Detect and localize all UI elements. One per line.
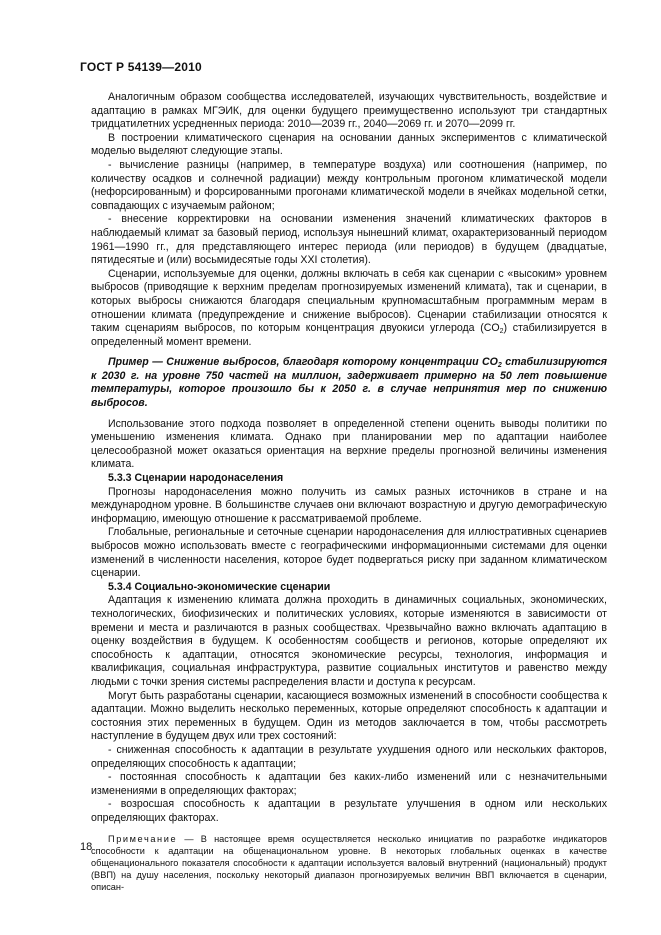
page-number: 18 [80, 841, 93, 853]
example-paragraph [91, 356, 607, 410]
note-label: Примечание [108, 834, 178, 845]
list-item-difference-calculation: - вычисление разницы (например, в температуре воздуха) или соотношения (например, по количеству осадков и солнечной радиации) между контрольным прогоном климатической модели (нефорсированным) и форсированными прогонами климатической модели в ячейках модельной сетки, совпадающих с изучаемым районом; [91, 158, 607, 212]
paragraph-emission-scenarios [91, 268, 607, 350]
section-heading-5-3-3: 5.3.3 Сценарии народонаселения [108, 472, 284, 485]
example-text-a: Пример — Снижение выбросов, благодаря которому концентрации CO [108, 356, 498, 369]
co2-subscript: 2 [499, 328, 504, 336]
document-header-title: ГОСТ Р 54139—2010 [80, 60, 202, 74]
paragraph-scenario-stages: В построении климатического сценария на основании данных экспериментов с климатической моделью выделяют следующие этапы. [91, 131, 607, 158]
paragraph-population-scenarios: Глобальные, региональные и сеточные сценарии народонаселения для иллюстративных сценариев выбросов можно использовать вместе с географическими информационными системами для оценки изменений в численности населения, которое будет подвергаться риску при заданном климатическом сценарии. [91, 526, 607, 580]
note-paragraph [91, 833, 607, 893]
paragraph-emission-scenarios-text-a: Сценарии, используемые для оценки, должны включать в себя как сценарии с «высоким» уровнем выбросов (приводящие к верхним пределам прогнозируемых изменений климата), так и сценарии, в которых выбросы снижаются благодаря специальным крупномасштабным программным мерам в отношении климата (предупреждение и снижение выбросов). Сценарии стабилизации относятся к таким сценариям выбросов, по которым концентрация двуокиси углерода (CO [91, 267, 607, 335]
paragraph-adaptation-conditions: Адаптация к изменению климата должна проходить в динамичных социальных, экономических, технологических, биофизических и политических условиях, которые изменяются в зависимости от времени и места и различаются в разных сообществах. Чрезвычайно важно включать адаптацию в оценку воздействия в будущем. К особенностям сообществ и регионов, которые определяют их способность к адаптации, относятся экономические ресурсы, технология, информация и квалификация, социальная инфраструктура, развитие социальных институтов и равенство между людьми с точки зрения системы распределения власти и доступа к ресурсам. [91, 594, 607, 688]
list-item-constant-capacity: - постоянная способность к адаптации без каких-либо изменений или с незначительными изменениями в определяющих факторах; [91, 771, 607, 797]
section-heading-5-3-4: 5.3.4 Социально-экономические сценарии [108, 580, 331, 593]
list-item-increased-capacity: - возросшая способность к адаптации в результате улучшения в одном или нескольких определяющих факторах. [91, 798, 607, 824]
document-body [91, 91, 607, 893]
example-co2-subscript: 2 [497, 362, 502, 370]
paragraph-population-forecasts: Прогнозы народонаселения можно получить из самых разных источников в стране и на международном уровне. В большинстве случаев они включают возрастную и другую демографическую информацию, имеющую отношение к рассматриваемой проблеме. [91, 485, 607, 525]
paragraph-research-periods: Аналогичным образом сообщества исследователей, изучающих чувствительность, воздействие и адаптацию в рамках МГЭИК, для оценки будущего преимущественно используют три стандартных тридцатилетних усредненных периода: 2010—2039 гг., 2040—2069 гг. и 2070—2099 гг. [91, 91, 607, 131]
paragraph-emission-scenarios-text-b: ) стабилизируется в определенный момент времени. [91, 322, 607, 348]
list-item-correction: - внесение корректировки на основании изменения значений климатических факторов в наблюдаемый климат за базовый период, используя нынешний климат, охарактеризованный периодом 1961—1990 гг., для представляющего интерес периода (или периодов) в будущем (двадцатые, пятидесятые и (или) восьмидесятые годы XXI столетия). [91, 213, 607, 267]
example-text-b: стабилизируются к 2030 г. на уровне 750 частей на миллион, задерживает примерно на 50 лет повышение температуры, которое произошло бы к 2050 г. в случае непринятия мер по снижению выбросов. [91, 356, 607, 410]
paragraph-adaptive-capacity-scenarios: Могут быть разработаны сценарии, касающиеся возможных изменений в способности сообщества к адаптации. Можно выделить несколько переменных, которые определяют способность к адаптации и состояния этих переменных в будущем. Один из методов заключается в том, чтобы рассмотреть наступление в будущем двух или трех состояний: [91, 689, 607, 743]
paragraph-approach-usage: Использование этого подхода позволяет в определенной степени оценить выводы политики по уменьшению изменения климата. Однако при планировании мер по адаптации наиболее целесообразной может оказаться ориентация на верхние пределы прогнозной величины изменения климата. [91, 417, 607, 471]
list-item-reduced-capacity: - сниженная способность к адаптации в результате ухудшения одного или нескольких факторов, определяющих способность к адаптации; [91, 743, 607, 770]
note-text: — В настоящее время осуществляется несколько инициатив по разработке индикаторов способности к адаптации на общенациональном уровне. В некоторых глобальных оценках в качестве общенационального показателя способности к адаптации используется валовый внутренний (национальный) продукт (ВВП) на душу населения, поскольку некоторый диапазон прогнозируемых величин ВВП включается в сценарии, описан- [91, 834, 607, 893]
